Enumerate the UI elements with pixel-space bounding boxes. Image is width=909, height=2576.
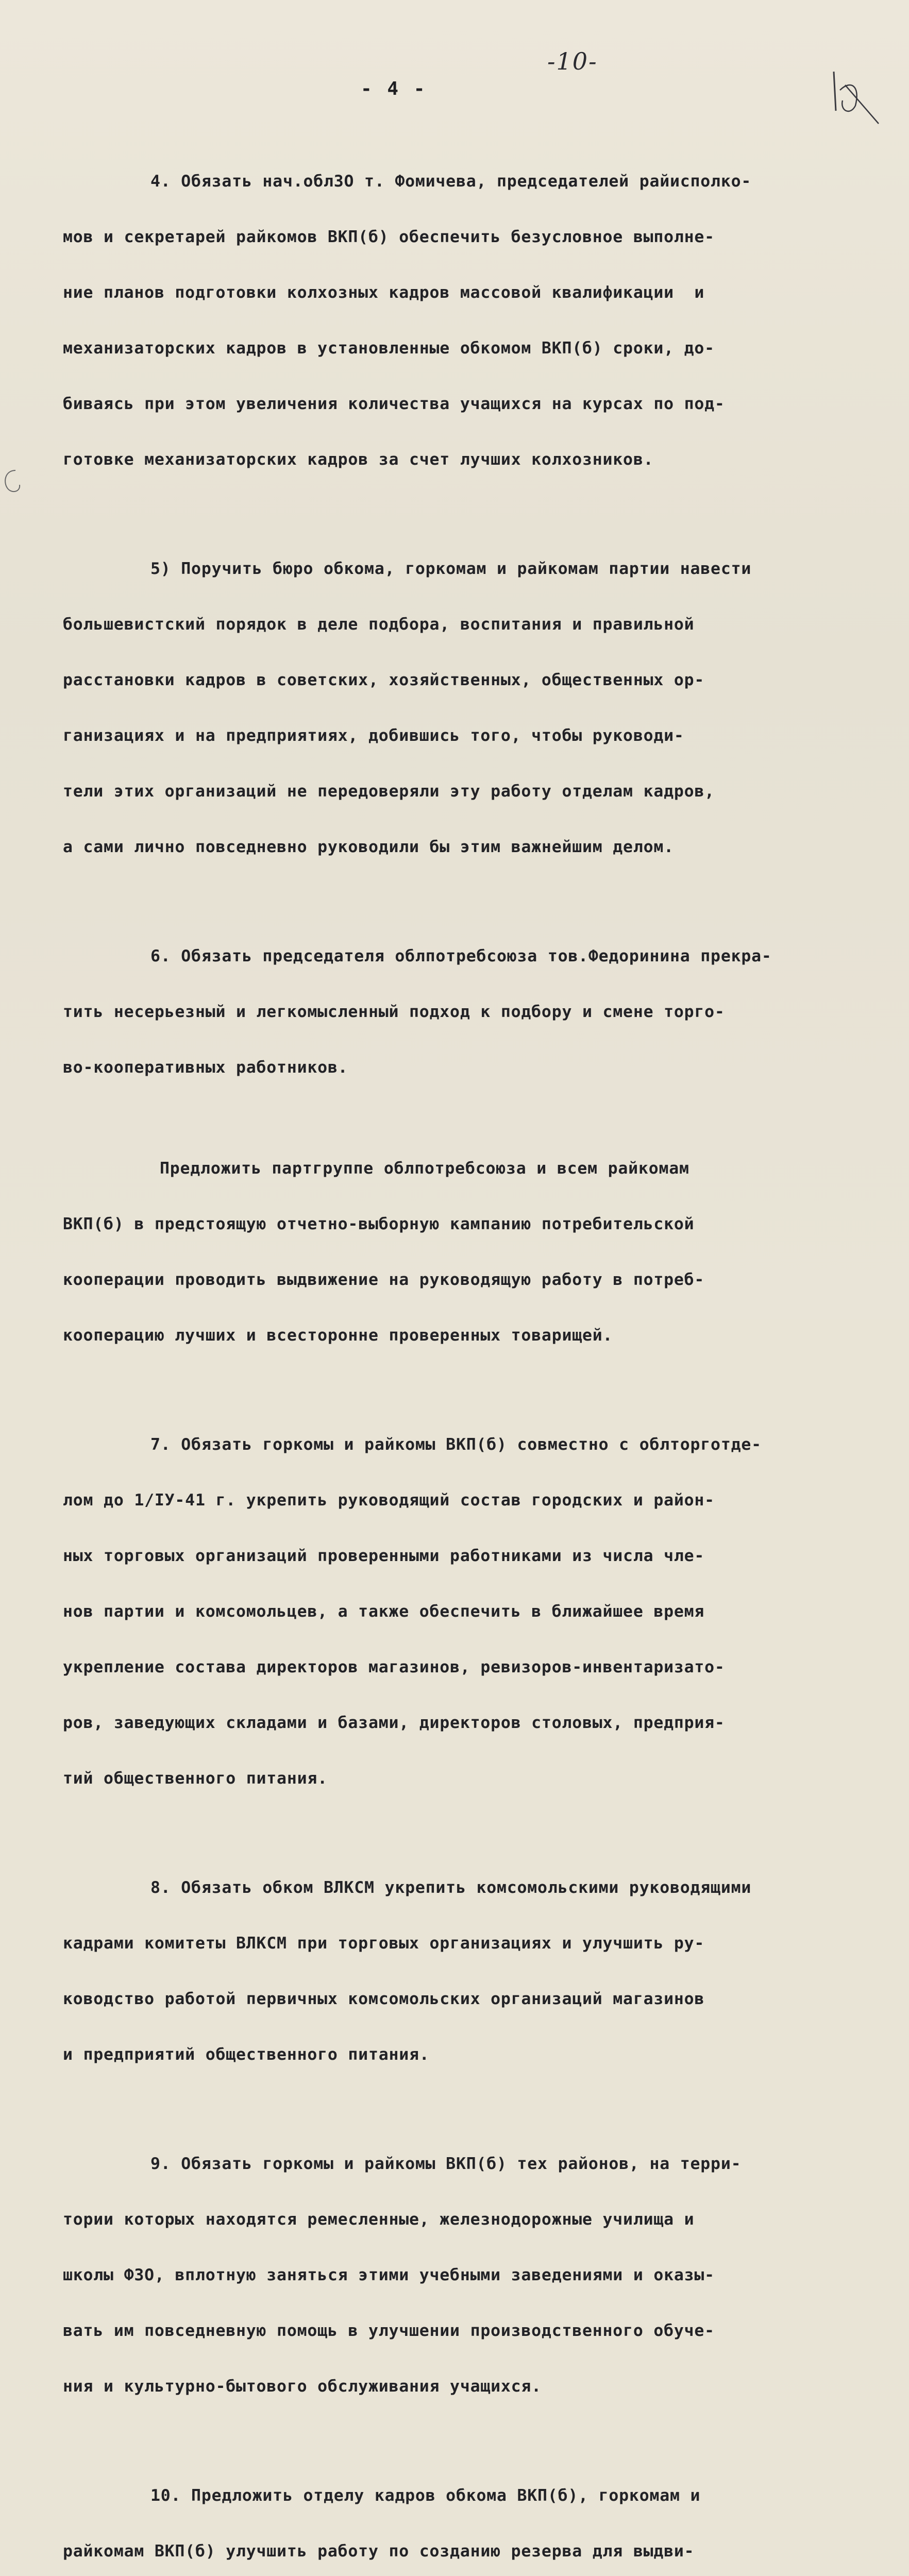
- text-line: 4. Обязать нач.облЗО т. Фомичева, председателей райисполко-: [150, 172, 752, 191]
- paragraph-8: [63, 1841, 856, 2101]
- text-line: во-кооперативных работников.: [63, 1058, 348, 1077]
- paragraph-7: [63, 1398, 856, 1825]
- paragraph-4: [63, 135, 856, 506]
- text-line: 5) Поручить бюро обкома, горкомам и райкомам партии навести: [150, 560, 752, 578]
- text-line: большевистский порядок в деле подбора, воспитания и правильной: [63, 615, 695, 634]
- archive-page-number: -10-: [547, 47, 598, 75]
- text-line: механизаторских кадров в установленные обкомом ВКП(б) сроки, до-: [63, 339, 715, 358]
- text-line: школы ФЗО, вплотную заняться этими учебными заведениями и оказы-: [63, 2266, 715, 2284]
- text-line: вать им повседневную помощь в улучшении производственного обуче-: [63, 2321, 715, 2340]
- text-line: мов и секретарей райкомов ВКП(б) обеспечить безусловное выполне-: [63, 228, 715, 246]
- text-line: кооперации проводить выдвижение на руководящую работу в потреб-: [63, 1270, 705, 1289]
- text-line: и предприятий общественного питания.: [63, 2045, 430, 2064]
- text-line: 9. Обязать горкомы и райкомы ВКП(б) тех районов, на терри-: [150, 2155, 742, 2173]
- margin-hole-mark: [0, 466, 31, 497]
- text-line: ководство работой первичных комсомольских организаций магазинов: [63, 1990, 705, 2008]
- paragraph-6-continued: [63, 1122, 856, 1382]
- paragraph-10: [63, 2449, 856, 2576]
- text-line: Предложить партгруппе облпотребсоюза и всем райкомам: [160, 1159, 689, 1178]
- text-line: 7. Обязать горкомы и райкомы ВКП(б) совместно с облторготде-: [150, 1435, 762, 1454]
- paragraph-9: [63, 2117, 856, 2433]
- text-line: ние планов подготовки колхозных кадров массовой квалификации и: [63, 283, 705, 302]
- text-line: кадрами комитеты ВЛКСМ при торговых организациях и улучшить ру-: [63, 1934, 705, 1953]
- text-line: готовке механизаторских кадров за счет лучших колхозников.: [63, 450, 654, 469]
- text-line: ных торговых организаций проверенными работниками из числа чле-: [63, 1547, 705, 1565]
- text-line: ния и культурно-бытового обслуживания учащихся.: [63, 2377, 542, 2396]
- text-line: ВКП(б) в предстоящую отчетно-выборную кампанию потребительской: [63, 1215, 695, 1233]
- text-line: райкомам ВКП(б) улучшить работу по созданию резерва для выдви-: [63, 2542, 695, 2561]
- text-line: расстановки кадров в советских, хозяйственных, общественных ор-: [63, 671, 705, 689]
- text-line: тить несерьезный и легкомысленный подход к подбору и смене торго-: [63, 1003, 725, 1021]
- paragraph-5: [63, 522, 856, 893]
- text-line: а сами лично повседневно руководили бы этим важнейшим делом.: [63, 838, 674, 856]
- handwritten-corner-mark: [830, 70, 881, 126]
- text-line: тории которых находятся ремесленные, железнодорожные училища и: [63, 2210, 695, 2229]
- text-line: ганизациях и на предприятиях, добившись того, чтобы руководи-: [63, 726, 684, 745]
- text-line: 8. Обязать обком ВЛКСМ укрепить комсомольскими руководящими: [150, 1878, 752, 1897]
- text-line: укрепление состава директоров магазинов, ревизоров-инвентаризато-: [63, 1658, 725, 1676]
- paragraph-6: [63, 910, 856, 1114]
- text-line: ров, заведующих складами и базами, директоров столовых, предприя-: [63, 1714, 725, 1732]
- text-line: лом до 1/IУ-41 г. укрепить руководящий состав городских и район-: [63, 1491, 715, 1510]
- text-line: тий общественного питания.: [63, 1769, 328, 1788]
- text-line: 6. Обязать председателя облпотребсоюза тов.Федоринина прекра-: [150, 947, 772, 965]
- text-line: нов партии и комсомольцев, а также обеспечить в ближайшее время: [63, 1602, 705, 1621]
- page-number: - 4 -: [361, 78, 427, 99]
- text-line: 10. Предложить отделу кадров обкома ВКП(б), горкомам и: [150, 2486, 701, 2505]
- text-line: тели этих организаций не передоверяли эту работу отделам кадров,: [63, 782, 715, 801]
- text-line: биваясь при этом увеличения количества учащихся на курсах по под-: [63, 395, 725, 413]
- document-body: [63, 135, 856, 2576]
- text-line: кооперацию лучших и всесторонне проверенных товарищей.: [63, 1326, 613, 1345]
